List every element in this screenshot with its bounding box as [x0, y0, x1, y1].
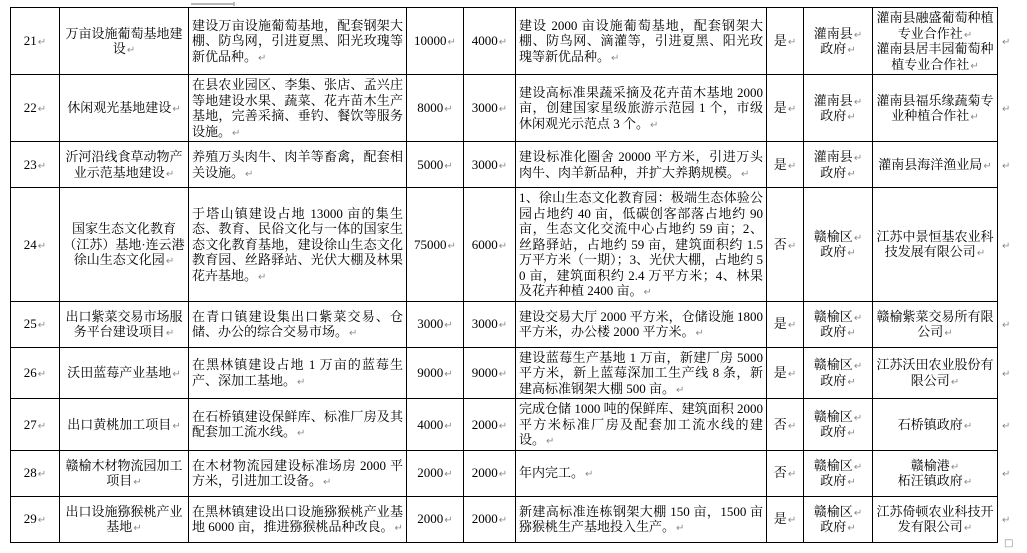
- responsible-gov-cell[interactable]: [804, 496, 873, 542]
- paragraph-mark: ↵: [258, 52, 267, 64]
- cell-text: 是: [773, 100, 787, 116]
- responsible-gov-cell[interactable]: [804, 75, 873, 142]
- paragraph-mark: ↵: [695, 328, 704, 339]
- cell-text: 灌南县: [813, 92, 853, 108]
- paragraph-mark: ↵: [37, 420, 47, 432]
- paragraph-mark: ↵: [847, 45, 856, 56]
- project-name-cell[interactable]: [60, 142, 189, 188]
- paragraph-mark: ↵: [1002, 320, 1011, 332]
- paragraph-mark: ↵: [447, 240, 456, 252]
- seq-cell[interactable]: [11, 399, 60, 451]
- investment-total-cell[interactable]: [407, 301, 464, 347]
- annual-target-cell[interactable]: [516, 8, 767, 75]
- paragraph-mark: ↵: [853, 361, 863, 373]
- paragraph-mark: ↵: [847, 168, 856, 180]
- paragraph-mark: ↵: [847, 428, 856, 440]
- cell-text: 国家生态文化教育（江苏）基地·连云港徐山生态文化园: [63, 221, 185, 267]
- cell-text: 赣榆区: [813, 308, 853, 324]
- cell-text: 赣榆区: [813, 457, 853, 473]
- paragraph-mark: ↵: [847, 477, 856, 488]
- project-name-cell[interactable]: [60, 496, 189, 542]
- cell-text: 在石桥镇建设保鲜库、标准厂房及其配套加工流水线。: [192, 408, 403, 440]
- paragraph-mark: ↵: [650, 119, 659, 131]
- implementing-entity-cell[interactable]: [873, 450, 998, 496]
- cell-text: 9000: [417, 365, 444, 380]
- paragraph-mark: ↵: [37, 515, 47, 527]
- paragraph-mark: ↵: [853, 96, 863, 108]
- paragraph-mark: ↵: [37, 240, 47, 252]
- cell-text: 否: [773, 465, 787, 481]
- paragraph-mark: ↵: [37, 369, 47, 380]
- cell-text: 出口紫菜交易市场服务平台建设项目: [65, 308, 183, 339]
- cell-text: 4000: [417, 416, 444, 432]
- row-end-mark: [998, 450, 1022, 496]
- cell-text: 完成仓储 1000 吨的保鲜库、建筑面积 2000 平方米标准厂房及配套加工流水线的建设。: [519, 401, 763, 447]
- paragraph-mark: ↵: [1002, 240, 1011, 252]
- paragraph-mark: ↵: [546, 436, 555, 447]
- paragraph-mark: ↵: [847, 376, 856, 388]
- seq-cell[interactable]: [11, 188, 60, 302]
- paragraph-mark: ↵: [963, 523, 973, 534]
- paragraph-mark: ↵: [498, 515, 508, 527]
- cell-text: 江苏中景恒基农业科技发展有限公司: [876, 228, 994, 260]
- key-flag-cell[interactable]: [767, 8, 804, 75]
- cell-text: 赣榆区: [813, 503, 853, 519]
- responsible-gov-cell[interactable]: [804, 301, 873, 347]
- cell-text: 江苏沃田农业股份有限公司: [876, 357, 994, 388]
- cell-text: 23: [23, 156, 37, 172]
- project-name-cell[interactable]: [60, 347, 189, 399]
- investment-total-cell[interactable]: [407, 450, 464, 496]
- paragraph-mark: ↵: [232, 127, 241, 139]
- row-end-mark: [998, 301, 1022, 347]
- cell-text: 灌南县融盛葡萄种植专业合作社: [876, 10, 994, 41]
- cell-text: 在青口镇建设集出口紫菜交易、仓储、办公的综合交易市场。: [192, 308, 403, 339]
- row-end-mark: [998, 188, 1022, 302]
- paragraph-mark: ↵: [444, 160, 453, 172]
- paragraph-mark: ↵: [1002, 104, 1011, 116]
- seq-cell[interactable]: [11, 75, 60, 142]
- cell-text: 建设高标准果蔬采摘及花卉苗木基地 2000 亩，创建国家星级旅游示范园 1 个，市级休闲观光示范点 3 个。: [519, 84, 763, 131]
- cell-text: 2000: [471, 465, 498, 481]
- cell-text: 年内完工。: [519, 465, 585, 481]
- paragraph-mark: ↵: [498, 160, 508, 172]
- investment-year-cell[interactable]: [464, 142, 516, 188]
- paragraph-mark: ↵: [444, 104, 453, 116]
- paragraph-mark: ↵: [172, 104, 181, 116]
- cell-text: 25: [23, 316, 37, 332]
- row-end-mark: [998, 8, 1022, 75]
- annual-target-cell[interactable]: [516, 188, 767, 302]
- investment-total-cell[interactable]: [407, 496, 464, 542]
- project-name-cell[interactable]: [60, 399, 189, 451]
- row-end-mark: [998, 399, 1022, 451]
- cell-text: 24: [23, 236, 37, 252]
- key-flag-cell[interactable]: [767, 399, 804, 451]
- paragraph-mark: ↵: [853, 29, 863, 41]
- investment-year-cell[interactable]: [464, 8, 516, 75]
- cell-text: 灌南县居丰园葡萄种植专业合作社: [876, 41, 994, 72]
- investment-year-cell[interactable]: [464, 75, 516, 142]
- responsible-gov-cell[interactable]: [804, 142, 873, 188]
- paragraph-mark: ↵: [787, 104, 797, 116]
- paragraph-mark: ↵: [297, 376, 306, 388]
- clipped-previous-row-artifact: [191, 2, 235, 6]
- paragraph-mark: ↵: [853, 461, 863, 473]
- cell-text: 政府: [820, 372, 847, 388]
- paragraph-mark: ↵: [37, 160, 47, 172]
- cell-text: 3000: [471, 316, 498, 332]
- cell-text: 在木材物流园建设标准场房 2000 平方米，引进加工设备。: [192, 457, 403, 488]
- cell-text: 21: [23, 33, 37, 49]
- cell-text: 柘汪镇政府: [897, 473, 963, 488]
- cell-text: 赣榆区: [813, 228, 853, 244]
- seq-cell[interactable]: [11, 496, 60, 542]
- cell-text: 养殖万头肉牛、肉羊等畜禽，配套相关设施。: [192, 149, 403, 180]
- table-row: [11, 496, 1022, 542]
- paragraph-mark: ↵: [787, 240, 797, 252]
- paragraph-mark: ↵: [944, 328, 953, 339]
- responsible-gov-cell[interactable]: [804, 8, 873, 75]
- table-row: [11, 142, 1022, 188]
- cell-text: 赣榆港: [910, 457, 950, 473]
- project-name-cell[interactable]: [60, 450, 189, 496]
- investment-total-cell[interactable]: [407, 75, 464, 142]
- paragraph-mark: ↵: [787, 369, 797, 380]
- paragraph-mark: ↵: [37, 37, 47, 49]
- cell-text: 是: [773, 365, 787, 380]
- cell-text: 2000: [471, 416, 498, 432]
- cell-text: 10000: [414, 33, 447, 49]
- paragraph-mark: ↵: [853, 232, 863, 244]
- cell-text: 9000: [471, 365, 498, 380]
- paragraph-mark: ↵: [245, 168, 254, 180]
- table-row: [11, 75, 1022, 142]
- key-flag-cell[interactable]: [767, 301, 804, 347]
- paragraph-mark: ↵: [976, 248, 986, 260]
- cell-text: 休闲观光基地建设: [67, 100, 172, 116]
- paragraph-mark: ↵: [498, 469, 508, 481]
- cell-text: 灌南县: [813, 149, 853, 164]
- cell-text: 28: [23, 465, 37, 481]
- paragraph-mark: ↵: [787, 320, 797, 332]
- paragraph-mark: ↵: [498, 320, 508, 332]
- cell-text: 石桥镇政府: [897, 416, 963, 432]
- investment-total-cell[interactable]: [407, 188, 464, 302]
- cell-text: 政府: [820, 164, 847, 180]
- paragraph-mark: ↵: [950, 461, 960, 473]
- cell-text: 5000: [417, 156, 444, 172]
- key-flag-cell[interactable]: [767, 347, 804, 399]
- project-table: [10, 7, 1022, 543]
- paragraph-mark: ↵: [165, 328, 175, 339]
- paragraph-mark: ↵: [847, 328, 856, 339]
- cell-text: 于塔山镇建设占地 13000 亩的集生态、教育、民俗文化与一体的国家生态文化教育基地，建设徐山生态文化教育园、丝路驿站、光伏大棚及林果花卉基地。: [192, 205, 403, 283]
- cell-text: 在县农业园区、李集、张店、孟兴庄等地建设水果、蔬菜、花卉苗木生产基地，完善采摘、垂钓、餐饮等服务设施。: [192, 77, 403, 139]
- project-name-cell[interactable]: [60, 188, 189, 302]
- construction-content-cell[interactable]: [189, 188, 407, 302]
- paragraph-mark: ↵: [394, 523, 403, 534]
- paragraph-mark: ↵: [853, 153, 863, 164]
- paragraph-mark: ↵: [447, 37, 456, 49]
- construction-content-cell[interactable]: [189, 301, 407, 347]
- paragraph-mark: ↵: [498, 420, 508, 432]
- paragraph-mark: ↵: [1002, 420, 1011, 432]
- cell-text: 政府: [820, 244, 847, 260]
- cell-text: 新建高标准连栋钢架大棚 150 亩，1500 亩猕猴桃生产基地投入生产。: [519, 503, 763, 534]
- paragraph-mark: ↵: [297, 428, 306, 440]
- table-row: [11, 399, 1022, 451]
- investment-year-cell[interactable]: [464, 496, 516, 542]
- responsible-gov-cell[interactable]: [804, 188, 873, 302]
- cell-text: 是: [773, 511, 787, 527]
- paragraph-mark: ↵: [133, 523, 142, 534]
- investment-year-cell[interactable]: [464, 301, 516, 347]
- implementing-entity-cell[interactable]: [873, 142, 998, 188]
- seq-cell[interactable]: [11, 301, 60, 347]
- cell-text: 沂河沿线食草动物产业示范基地建设: [65, 149, 183, 180]
- paragraph-mark: ↵: [444, 420, 453, 432]
- paragraph-mark: ↵: [1002, 515, 1011, 527]
- cell-text: 出口设施猕猴桃产业基地: [65, 503, 183, 534]
- cell-text: 建设蓝莓生产基地 1 万亩，新建厂房 5000 平方米，新上蓝莓深加工生产线 8 条，新建高标准钢架大棚 500 亩。: [519, 349, 763, 396]
- implementing-entity-cell[interactable]: [873, 188, 998, 302]
- seq-cell[interactable]: [11, 8, 60, 75]
- paragraph-mark: ↵: [498, 240, 508, 252]
- implementing-entity-cell[interactable]: [873, 399, 998, 451]
- paragraph-mark: ↵: [323, 477, 332, 488]
- paragraph-mark: ↵: [133, 477, 142, 488]
- cell-text: 26: [23, 365, 37, 380]
- cell-text: 27: [23, 416, 37, 432]
- paragraph-mark: ↵: [963, 420, 973, 432]
- seq-cell[interactable]: [11, 142, 60, 188]
- paragraph-mark: ↵: [853, 412, 863, 424]
- paragraph-mark: ↵: [498, 37, 508, 49]
- paragraph-mark: ↵: [126, 45, 136, 56]
- table-row: [11, 188, 1022, 302]
- construction-content-cell[interactable]: [189, 8, 407, 75]
- paragraph-mark: ↵: [258, 271, 267, 283]
- document-end-mark: □: [1004, 538, 1014, 549]
- construction-content-cell[interactable]: [189, 347, 407, 399]
- cell-text: 政府: [820, 519, 847, 534]
- cell-text: 在黑林镇建设出口设施猕猴桃产业基地 6000 亩，推进猕猴桃品种改良。: [192, 503, 403, 534]
- cell-text: 赣榆区: [813, 408, 853, 424]
- paragraph-mark: ↵: [1002, 160, 1011, 172]
- cell-text: 1、徐山生态文化教育园：极端生态体验公园占地约 40 亩，低碳创客部落占地约 90 亩，生态文化交流中心占地约 59 亩；2、丝路驿站，占地约 59 亩，建筑面积约 1.5 万平方米（一期）；3、光伏大棚，占地约 50 亩，建筑面积约 2.4 万平方米；4、林果及花卉种植 2400 亩。: [519, 190, 763, 298]
- cell-text: 2000: [471, 511, 498, 527]
- project-table-body: [11, 8, 1022, 543]
- paragraph-mark: ↵: [444, 369, 453, 380]
- cell-text: 75000: [414, 236, 447, 252]
- cell-text: 否: [773, 236, 787, 252]
- paragraph-mark: ↵: [1002, 37, 1011, 49]
- implementing-entity-cell[interactable]: [873, 496, 998, 542]
- cell-text: 政府: [820, 108, 847, 123]
- implementing-entity-cell[interactable]: [873, 347, 998, 399]
- paragraph-mark: ↵: [970, 112, 979, 123]
- paragraph-mark: ↵: [165, 256, 175, 267]
- cell-text: 是: [773, 156, 787, 172]
- paragraph-mark: ↵: [741, 168, 750, 180]
- paragraph-mark: ↵: [787, 515, 797, 527]
- paragraph-mark: ↵: [963, 477, 973, 488]
- table-row: [11, 450, 1022, 496]
- responsible-gov-cell[interactable]: [804, 450, 873, 496]
- paragraph-mark: ↵: [172, 369, 181, 380]
- cell-text: 万亩设施葡萄基地建设: [65, 25, 183, 56]
- paragraph-mark: ↵: [1002, 369, 1011, 380]
- annual-target-cell[interactable]: [516, 399, 767, 451]
- row-end-mark: [998, 142, 1022, 188]
- investment-total-cell[interactable]: [407, 8, 464, 75]
- responsible-gov-cell[interactable]: [804, 399, 873, 451]
- paragraph-mark: ↵: [444, 515, 453, 527]
- paragraph-mark: ↵: [498, 369, 508, 380]
- paragraph-mark: ↵: [37, 320, 47, 332]
- annual-target-cell[interactable]: [516, 496, 767, 542]
- paragraph-mark: ↵: [847, 523, 856, 534]
- cell-text: 灌南县海洋渔业局: [878, 156, 983, 172]
- key-flag-cell[interactable]: [767, 496, 804, 542]
- cell-text: 6000: [471, 236, 498, 252]
- cell-text: 建设交易大厅 2000 平方米，仓储设施 1800 平方米，办公楼 2000 平方米。: [519, 308, 763, 339]
- cell-text: 江苏倚顿农业科技开发有限公司: [876, 503, 994, 534]
- paragraph-mark: ↵: [585, 469, 594, 481]
- cell-text: 2000: [417, 511, 444, 527]
- paragraph-mark: ↵: [970, 60, 979, 72]
- paragraph-mark: ↵: [611, 52, 620, 64]
- paragraph-mark: ↵: [444, 469, 453, 481]
- seq-cell[interactable]: [11, 450, 60, 496]
- key-flag-cell[interactable]: [767, 450, 804, 496]
- row-end-mark: [998, 347, 1022, 399]
- cell-text: 2000: [417, 465, 444, 481]
- paragraph-mark: ↵: [676, 384, 685, 396]
- investment-total-cell[interactable]: [407, 142, 464, 188]
- project-name-cell[interactable]: [60, 301, 189, 347]
- paragraph-mark: ↵: [847, 112, 856, 123]
- key-flag-cell[interactable]: [767, 75, 804, 142]
- investment-total-cell[interactable]: [407, 347, 464, 399]
- paragraph-mark: ↵: [37, 469, 47, 481]
- implementing-entity-cell[interactable]: [873, 75, 998, 142]
- cell-text: 灌南县福乐缘蔬菊专业种植合作社: [876, 92, 994, 123]
- cell-text: 赣榆区: [813, 357, 853, 373]
- cell-text: 赣榆紫菜交易所有限公司: [876, 308, 994, 339]
- paragraph-mark: ↵: [847, 248, 856, 260]
- construction-content-cell[interactable]: [189, 142, 407, 188]
- annual-target-cell[interactable]: [516, 75, 767, 142]
- cell-text: 22: [23, 100, 37, 116]
- row-end-mark: [998, 496, 1022, 542]
- cell-text: 8000: [417, 100, 444, 116]
- annual-target-cell[interactable]: [516, 450, 767, 496]
- table-row: [11, 301, 1022, 347]
- paragraph-mark: ↵: [787, 469, 797, 481]
- paragraph-mark: ↵: [444, 320, 453, 332]
- paragraph-mark: ↵: [676, 523, 685, 534]
- project-name-cell[interactable]: [60, 75, 189, 142]
- paragraph-mark: ↵: [950, 376, 960, 388]
- responsible-gov-cell[interactable]: [804, 347, 873, 399]
- cell-text: 是: [773, 33, 787, 49]
- cell-text: 灌南县: [813, 25, 853, 41]
- paragraph-mark: ↵: [498, 104, 508, 116]
- key-flag-cell[interactable]: [767, 188, 804, 302]
- annual-target-cell[interactable]: [516, 142, 767, 188]
- cell-text: 是: [773, 316, 787, 332]
- investment-year-cell[interactable]: [464, 188, 516, 302]
- paragraph-mark: ↵: [853, 312, 863, 324]
- investment-year-cell[interactable]: [464, 450, 516, 496]
- construction-content-cell[interactable]: [189, 496, 407, 542]
- key-flag-cell[interactable]: [767, 142, 804, 188]
- cell-text: 政府: [820, 324, 847, 339]
- annual-target-cell[interactable]: [516, 301, 767, 347]
- annual-target-cell[interactable]: [516, 347, 767, 399]
- cell-text: 政府: [820, 41, 847, 56]
- cell-text: 29: [23, 511, 37, 527]
- construction-content-cell[interactable]: [189, 75, 407, 142]
- construction-content-cell[interactable]: [189, 450, 407, 496]
- cell-text: 在黑林镇建设占地 1 万亩的蓝莓生产、深加工基地。: [192, 357, 403, 388]
- cell-text: 政府: [820, 424, 847, 440]
- paragraph-mark: ↵: [787, 37, 797, 49]
- paragraph-mark: ↵: [37, 104, 47, 116]
- paragraph-mark: ↵: [172, 420, 181, 432]
- paragraph-mark: ↵: [787, 420, 797, 432]
- paragraph-mark: ↵: [643, 287, 652, 298]
- row-end-mark: [998, 75, 1022, 142]
- table-row: [11, 347, 1022, 399]
- implementing-entity-cell[interactable]: [873, 301, 998, 347]
- cell-text: 建设万亩设施葡萄基地，配套钢架大棚、防鸟网，引进夏黑、阳光玫瑰等新优品种。: [192, 17, 403, 64]
- paragraph-mark: ↵: [349, 328, 358, 339]
- project-name-cell[interactable]: [60, 8, 189, 75]
- cell-text: 4000: [471, 33, 498, 49]
- cell-text: 出口黄桃加工项目: [67, 416, 172, 432]
- cell-text: 政府: [820, 473, 847, 488]
- cell-text: 3000: [417, 316, 444, 332]
- paragraph-mark: ↵: [787, 160, 797, 172]
- investment-total-cell[interactable]: [407, 399, 464, 451]
- cell-text: 3000: [471, 156, 498, 172]
- cell-text: 沃田蓝莓产业基地: [67, 365, 172, 380]
- seq-cell[interactable]: [11, 347, 60, 399]
- paragraph-mark: ↵: [1002, 469, 1011, 481]
- investment-year-cell[interactable]: [464, 399, 516, 451]
- paragraph-mark: ↵: [853, 507, 863, 519]
- construction-content-cell[interactable]: [189, 399, 407, 451]
- cell-text: 赣榆木材物流园加工项目: [65, 457, 183, 488]
- paragraph-mark: ↵: [963, 29, 973, 41]
- paragraph-mark: ↵: [165, 168, 175, 180]
- cell-text: 建设 2000 亩设施葡萄基地，配套钢架大棚、防鸟网、滴灌等，引进夏黑、阳光玫瑰等新优品种。: [519, 17, 763, 64]
- paragraph-mark: ↵: [983, 160, 992, 172]
- cell-text: 建设标准化圈舍 20000 平方米，引进万头肉牛、肉羊新品种，并扩大养鹅规模。: [519, 149, 763, 180]
- cell-text: 否: [773, 416, 787, 432]
- investment-year-cell[interactable]: [464, 347, 516, 399]
- implementing-entity-cell[interactable]: [873, 8, 998, 75]
- table-row: [11, 8, 1022, 75]
- cell-text: 3000: [471, 100, 498, 116]
